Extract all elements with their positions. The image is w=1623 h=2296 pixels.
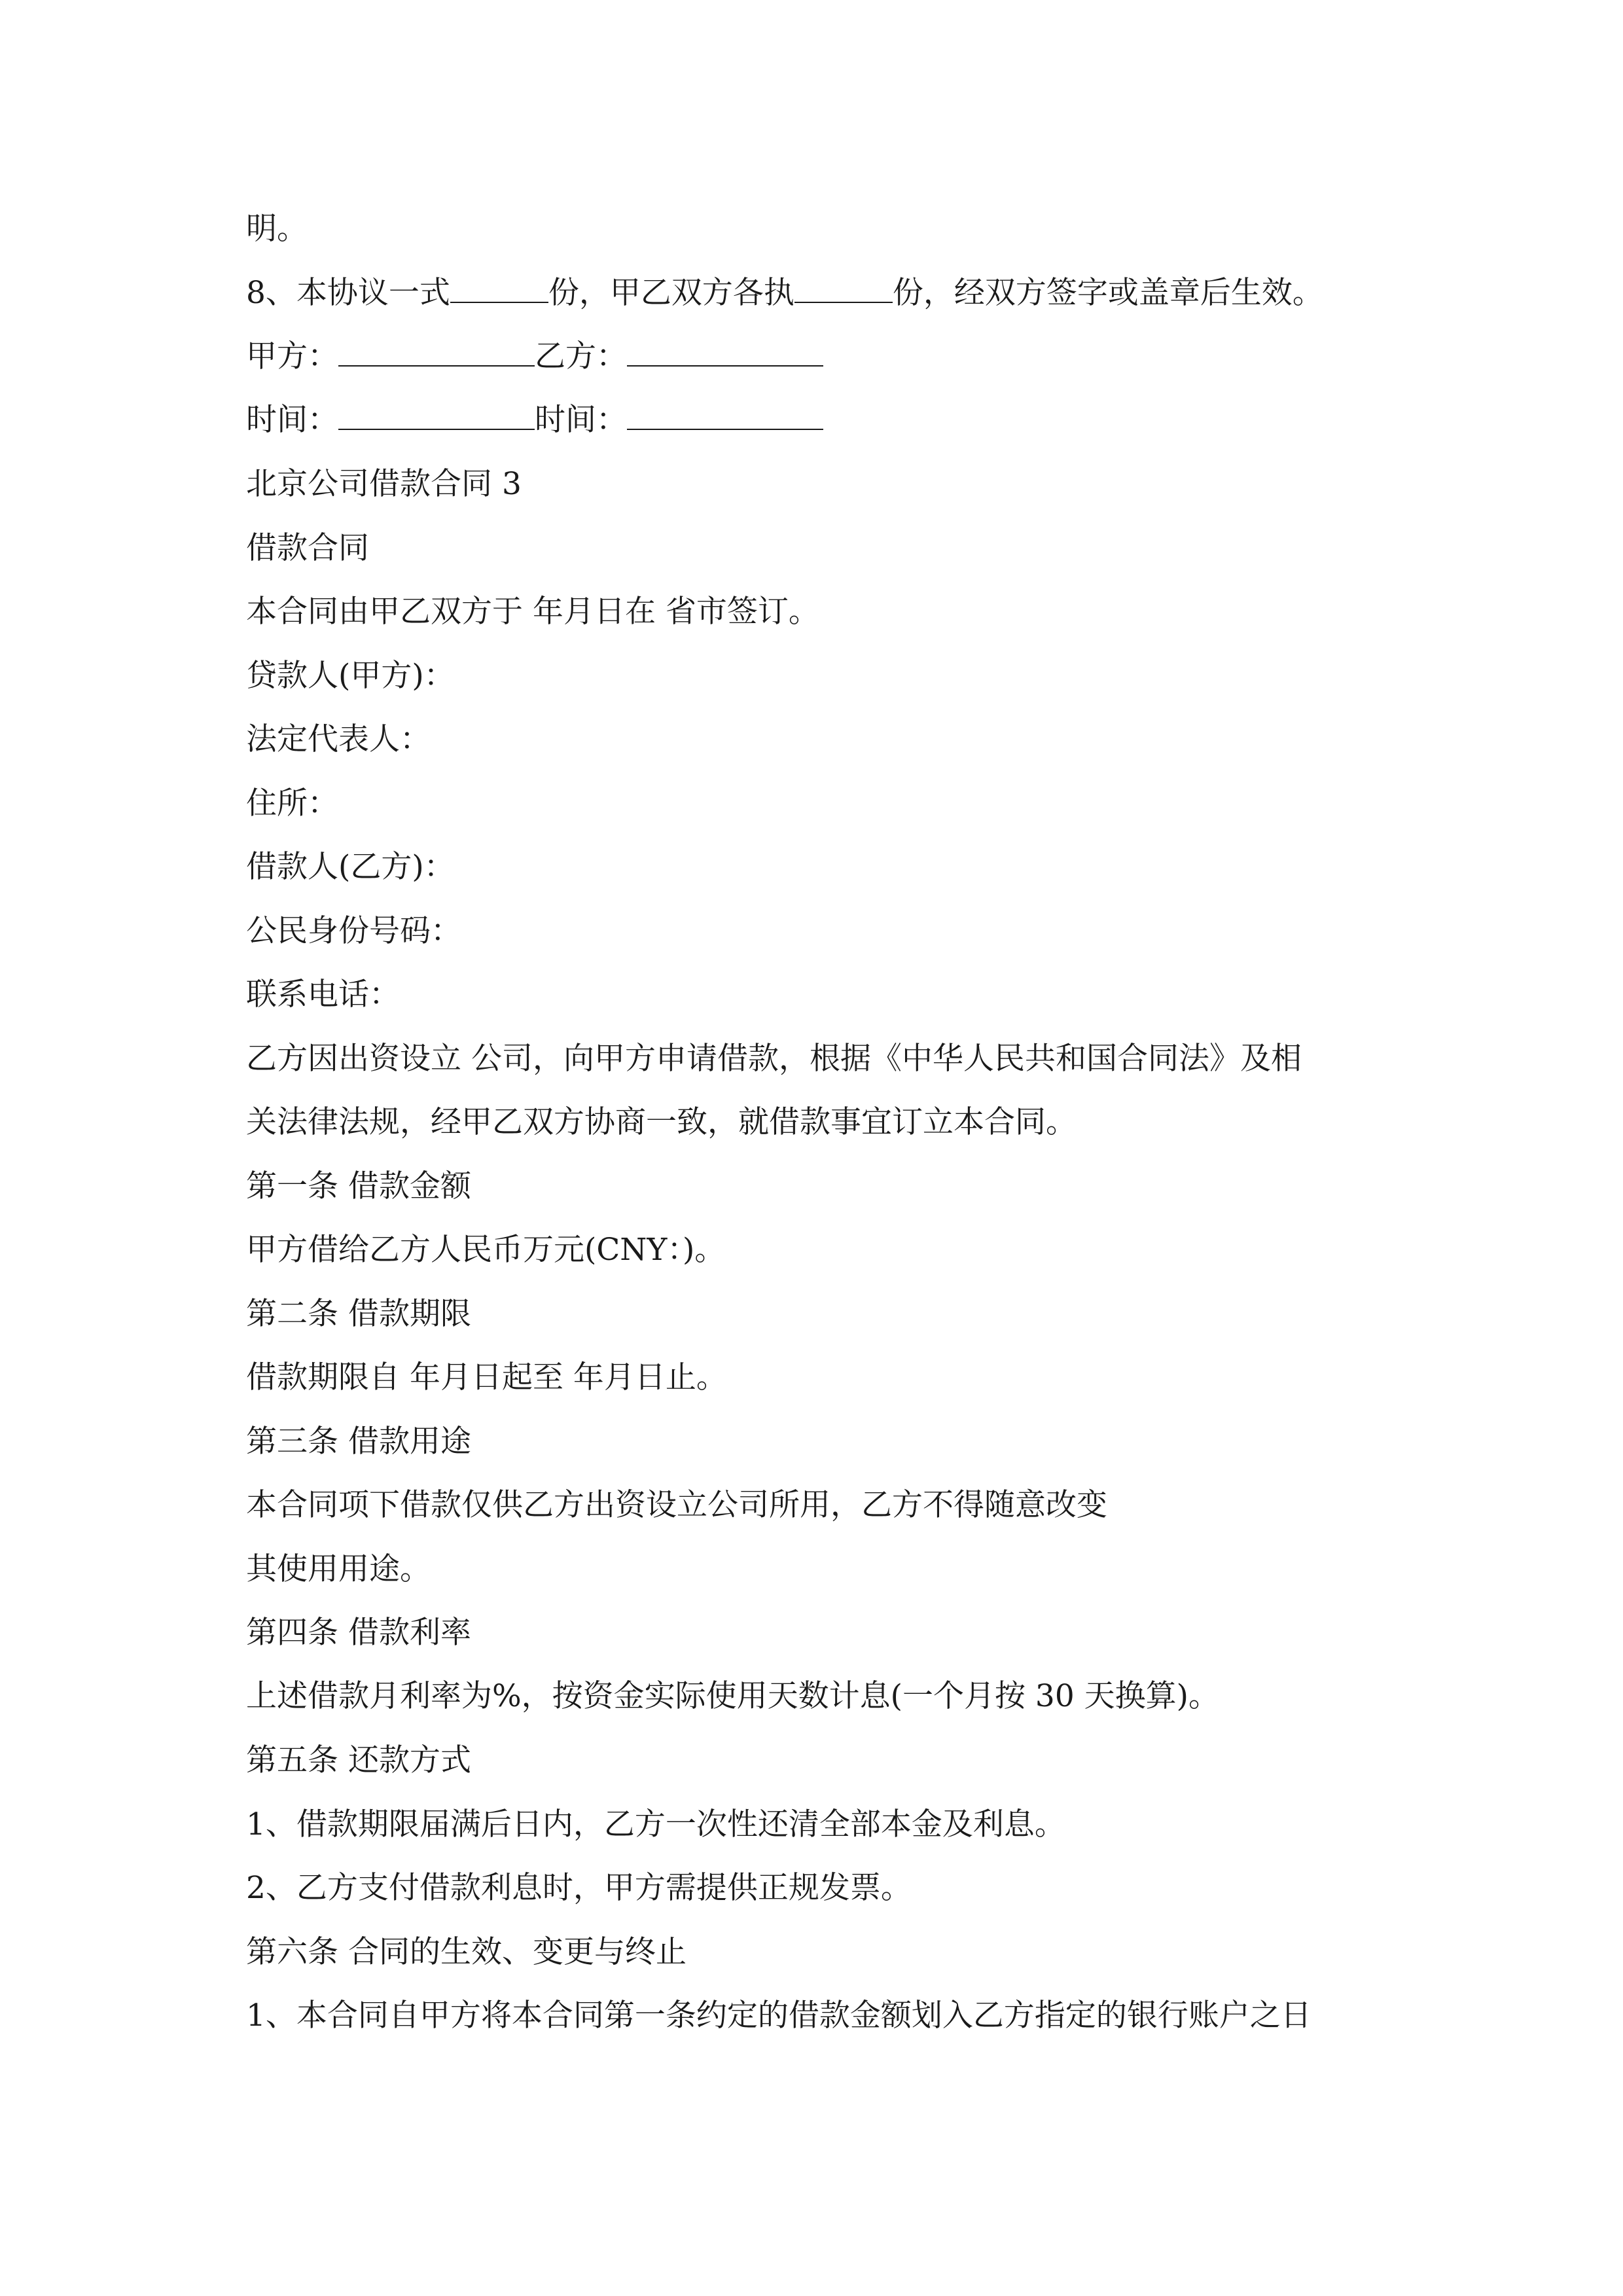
text-line: 2、乙方支付借款利息时，甲方需提供正规发票。 — [246, 1870, 912, 1906]
date-label: 时间： — [246, 402, 338, 438]
copies-each-blank — [794, 276, 893, 303]
article-heading: 第六条 合同的生效、变更与终止 — [246, 1934, 687, 1970]
text-line: 法定代表人： — [246, 721, 431, 757]
party-b-label: 乙方： — [535, 338, 627, 374]
agreement-copies-line — [246, 274, 1323, 313]
text-line: 上述借款月利率为%，按资金实际使用天数计息(一个月按 30 天换算)。 — [246, 1678, 1220, 1714]
article-heading: 第五条 还款方式 — [246, 1742, 471, 1778]
text-line: 1、本合同自甲方将本合同第一条约定的借款金额划入乙方指定的银行账户之日 — [246, 1998, 1311, 2034]
article-heading: 第四条 借款利率 — [246, 1615, 471, 1651]
contract-title: 借款合同 — [246, 530, 369, 566]
article-heading: 第二条 借款期限 — [246, 1296, 471, 1332]
text-segment: 8、本协议一式 — [246, 275, 450, 311]
text-segment: 份，经双方签字或盖章后生效。 — [892, 275, 1323, 311]
date-blank-b — [627, 403, 823, 430]
text-line: 贷款人(甲方)： — [246, 658, 455, 694]
text-line: 本合同由甲乙双方于 年月日在 省市签订。 — [246, 594, 819, 630]
date-line — [246, 401, 823, 440]
text-line: 甲方借给乙方人民币万元(CNY：)。 — [246, 1232, 726, 1268]
signature-line — [246, 337, 823, 376]
date-blank-a — [338, 403, 535, 430]
date-label: 时间： — [535, 402, 627, 438]
copies-blank — [450, 276, 548, 303]
text-line: 借款期限自 年月日起至 年月日止。 — [246, 1359, 727, 1395]
text-line: 乙方因出资设立 公司，向甲方申请借款，根据《中华人民共和国合同法》及相 — [246, 1041, 1302, 1077]
text-line: 1、借款期限届满后日内，乙方一次性还清全部本金及利息。 — [246, 1806, 1065, 1842]
text-line: 住所： — [246, 785, 338, 821]
section-heading: 北京公司借款合同 3 — [246, 466, 522, 502]
party-a-blank — [338, 339, 535, 367]
text-line: 其使用用途。 — [246, 1551, 431, 1587]
text-line: 关法律法规，经甲乙双方协商一致，就借款事宜订立本合同。 — [246, 1104, 1077, 1140]
text-line: 明。 — [246, 211, 308, 247]
party-b-blank — [627, 339, 823, 367]
party-a-label: 甲方： — [246, 338, 338, 374]
text-line: 本合同项下借款仅供乙方出资设立公司所用，乙方不得随意改变 — [246, 1487, 1107, 1523]
text-line: 联系电话： — [246, 977, 400, 1013]
text-line: 公民身份号码： — [246, 913, 461, 949]
text-segment: 份，甲乙双方各执 — [548, 275, 794, 311]
article-heading: 第一条 借款金额 — [246, 1168, 471, 1204]
article-heading: 第三条 借款用途 — [246, 1424, 471, 1460]
text-line: 借款人(乙方)： — [246, 849, 455, 885]
